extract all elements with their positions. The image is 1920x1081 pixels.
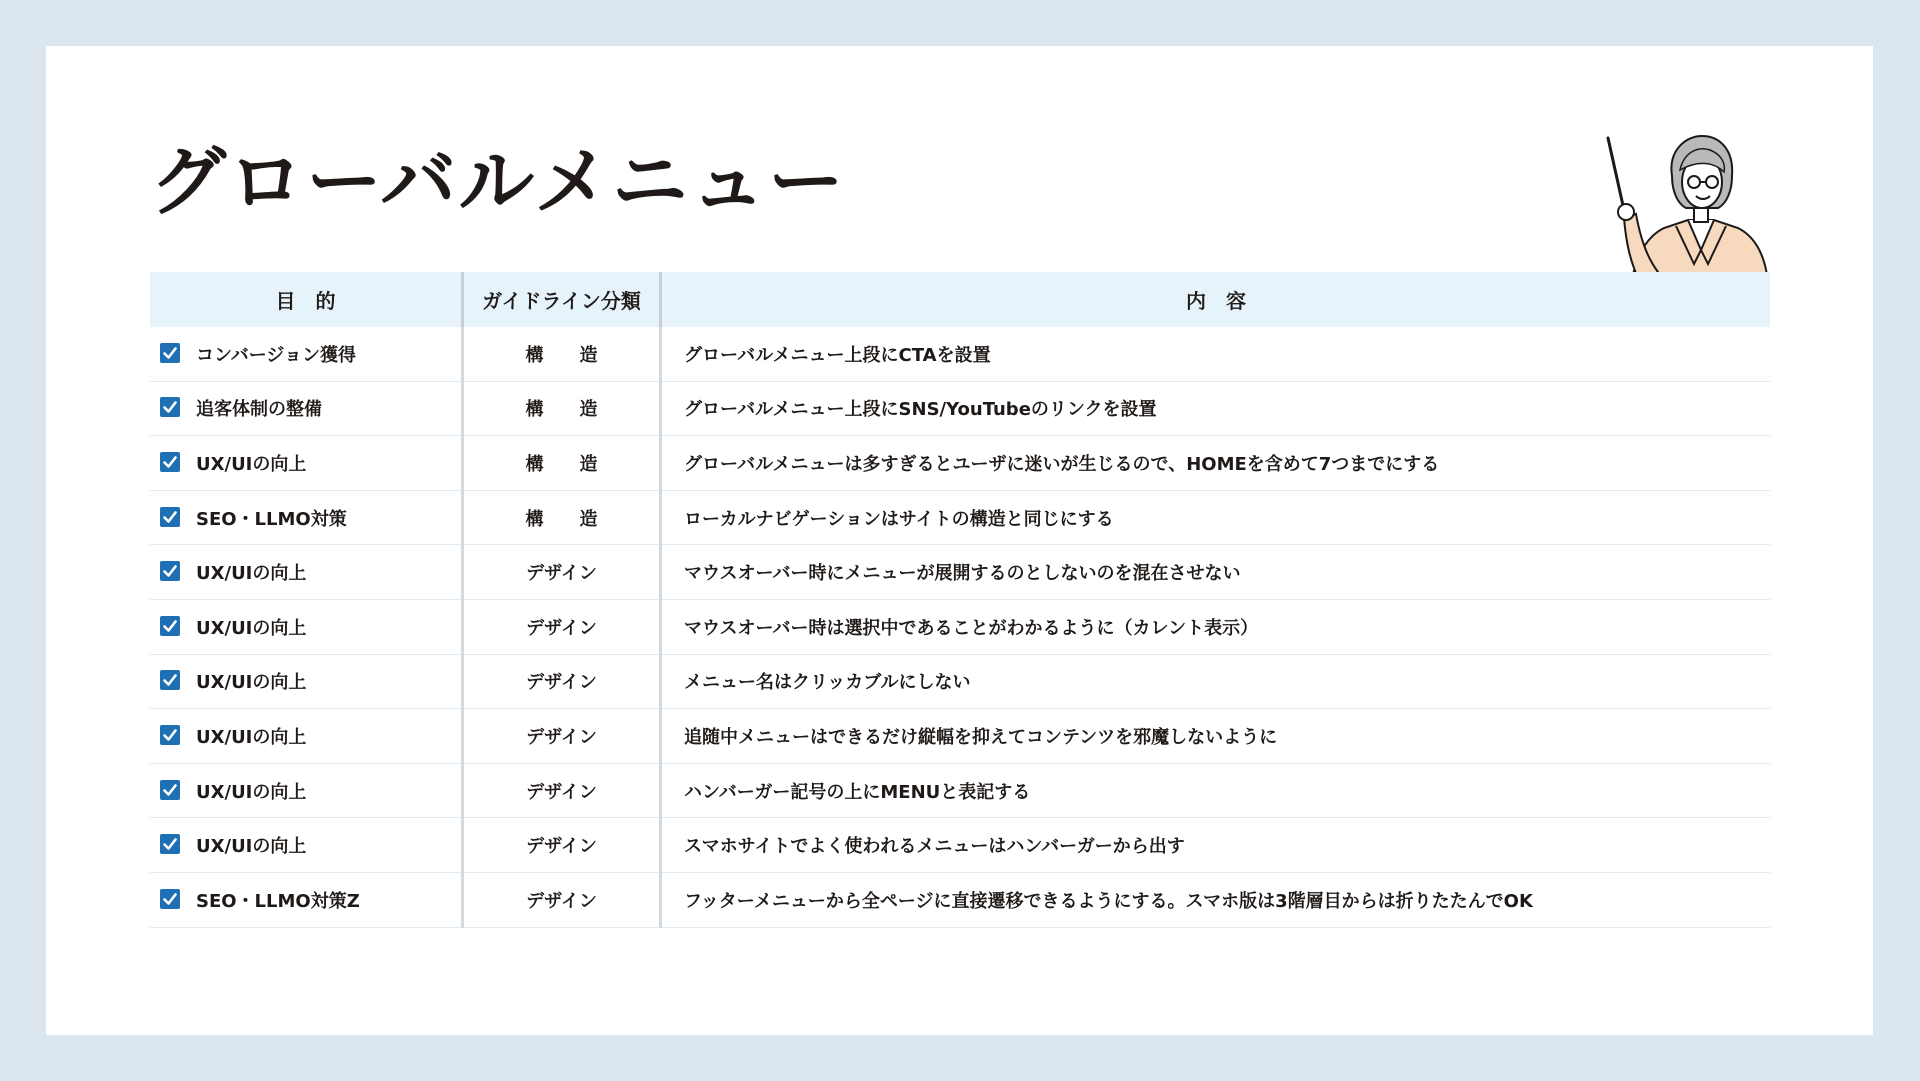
cell-category: 構 造 (463, 490, 661, 545)
purpose-label: UX/UIの向上 (196, 781, 307, 803)
table-row (150, 599, 1770, 654)
checkbox-checked-icon[interactable] (160, 507, 180, 527)
purpose-label: SEO・LLMO対策 (196, 508, 347, 530)
cell-category: デザイン (463, 654, 661, 709)
purpose-label: SEO・LLMO対策Z (196, 890, 360, 912)
purpose-label: UX/UIの向上 (196, 453, 307, 475)
purpose-label: 追客体制の整備 (196, 399, 322, 421)
checkbox-checked-icon[interactable] (160, 397, 180, 417)
guideline-table (150, 272, 1770, 928)
checkbox-checked-icon[interactable] (160, 834, 180, 854)
cell-category: デザイン (463, 709, 661, 764)
table-body (150, 327, 1770, 927)
table-row (150, 436, 1770, 491)
cell-category: デザイン (463, 818, 661, 873)
purpose-label: UX/UIの向上 (196, 672, 307, 694)
header-category: ガイドライン分類 (463, 272, 661, 327)
page-title: グローバルメニュー (150, 137, 846, 226)
checkbox-checked-icon[interactable] (160, 780, 180, 800)
header-purpose: 目 的 (150, 272, 463, 327)
checkbox-checked-icon[interactable] (160, 670, 180, 690)
cell-purpose (150, 599, 463, 654)
cell-category: デザイン (463, 763, 661, 818)
cell-content: メニュー名はクリッカブルにしない (661, 654, 1771, 709)
table-row (150, 709, 1770, 764)
cell-purpose (150, 327, 463, 381)
cell-content: 追随中メニューはできるだけ縦幅を抑えてコンテンツを邪魔しないように (661, 709, 1771, 764)
cell-content: ハンバーガー記号の上にMENUと表記する (661, 763, 1771, 818)
purpose-label: コンバージョン獲得 (196, 344, 357, 366)
cell-category: デザイン (463, 599, 661, 654)
checkbox-checked-icon[interactable] (160, 616, 180, 636)
purpose-label: UX/UIの向上 (196, 836, 307, 858)
table-row (150, 490, 1770, 545)
cell-content: フッターメニューから全ページに直接遷移できるようにする。スマホ版は3階層目からは折りたたんでOK (661, 872, 1771, 927)
cell-category: デザイン (463, 872, 661, 927)
cell-purpose (150, 818, 463, 873)
cell-purpose (150, 872, 463, 927)
cell-purpose (150, 709, 463, 764)
checkbox-checked-icon[interactable] (160, 452, 180, 472)
cell-category: 構 造 (463, 436, 661, 491)
cell-purpose (150, 381, 463, 436)
table-row (150, 872, 1770, 927)
cell-content: マウスオーバー時にメニューが展開するのとしないのを混在させない (661, 545, 1771, 600)
cell-content: マウスオーバー時は選択中であることがわかるように（カレント表示） (661, 599, 1771, 654)
cell-purpose (150, 545, 463, 600)
checkbox-checked-icon[interactable] (160, 561, 180, 581)
cell-content: グローバルメニューは多すぎるとユーザに迷いが生じるので、HOMEを含めて7つまでにする (661, 436, 1771, 491)
table-row (150, 327, 1770, 381)
cell-content: ローカルナビゲーションはサイトの構造と同じにする (661, 490, 1771, 545)
table-row (150, 654, 1770, 709)
cell-purpose (150, 763, 463, 818)
table-header-row (150, 272, 1770, 327)
purpose-label: UX/UIの向上 (196, 563, 307, 585)
header-content: 内 容 (661, 272, 1771, 327)
cell-content: スマホサイトでよく使われるメニューはハンバーガーから出す (661, 818, 1771, 873)
table-row (150, 763, 1770, 818)
cell-content: グローバルメニュー上段にCTAを設置 (661, 327, 1771, 381)
table-row (150, 381, 1770, 436)
cell-purpose (150, 490, 463, 545)
slide (46, 46, 1873, 1035)
checkbox-checked-icon[interactable] (160, 725, 180, 745)
checkbox-checked-icon[interactable] (160, 343, 180, 363)
purpose-label: UX/UIの向上 (196, 617, 307, 639)
cell-category: 構 造 (463, 327, 661, 381)
purpose-label: UX/UIの向上 (196, 726, 307, 748)
cell-content: グローバルメニュー上段にSNS/YouTubeのリンクを設置 (661, 381, 1771, 436)
cell-purpose (150, 654, 463, 709)
table-row (150, 818, 1770, 873)
cell-category: デザイン (463, 545, 661, 600)
checkbox-checked-icon[interactable] (160, 889, 180, 909)
table-row (150, 545, 1770, 600)
cell-purpose (150, 436, 463, 491)
cell-category: 構 造 (463, 381, 661, 436)
